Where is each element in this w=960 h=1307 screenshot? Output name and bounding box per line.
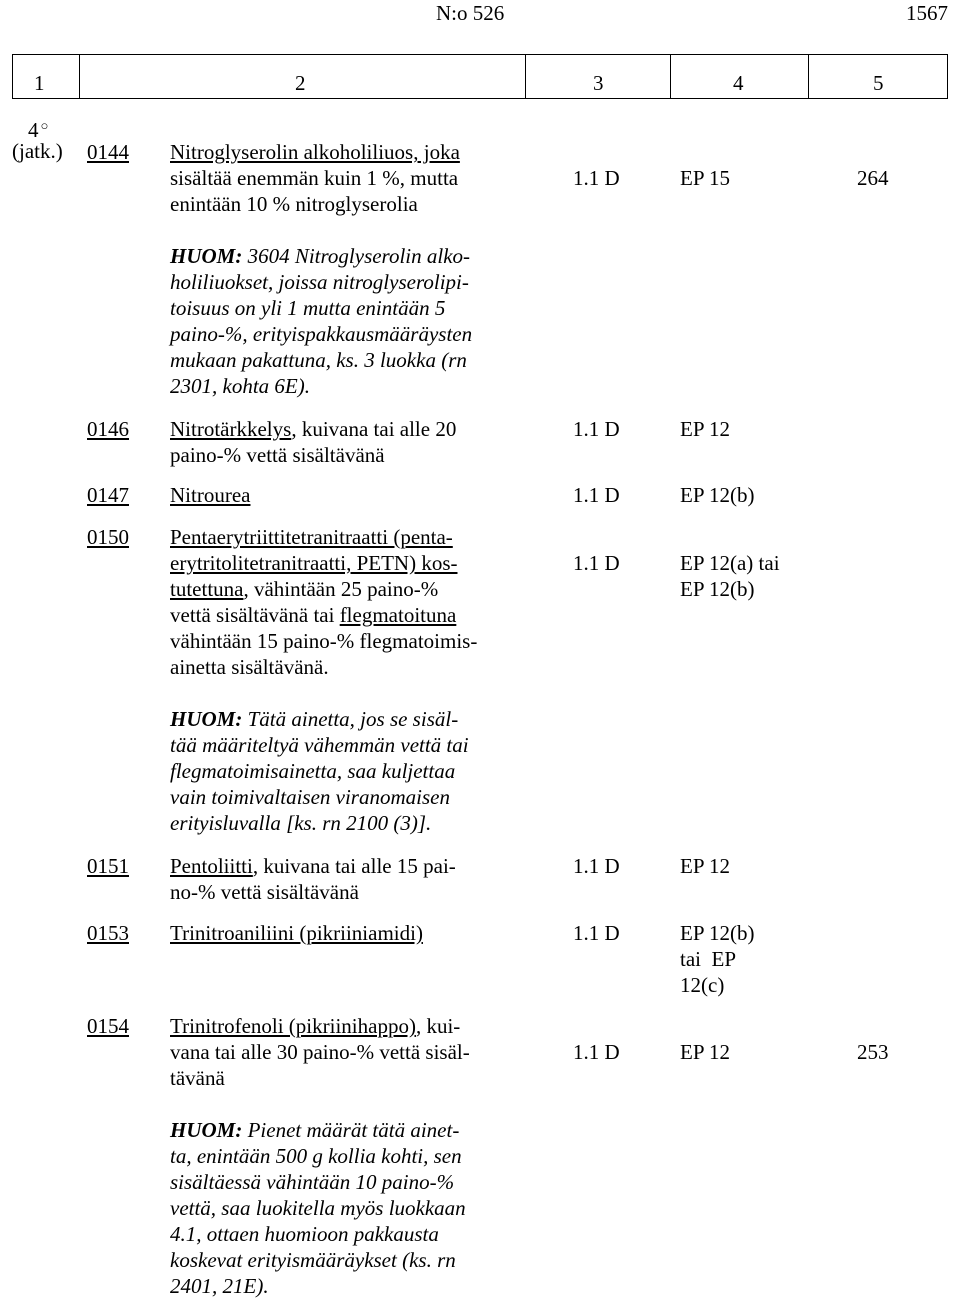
page-number: 1567 [906,1,948,25]
row-class-0150: 1.1 D [573,551,620,575]
row-desc-0150-line4: vettä sisältävänä tai flegmatoituna [170,603,457,627]
note-0150-line4: vain toimivaltaisen viranomaisen [170,785,450,809]
row-packaging-0153-line3: 12(c) [680,973,725,997]
row-packaging-0147: EP 12(b) [680,483,755,507]
header-divider-right [947,54,948,98]
header-divider-2 [525,54,526,98]
row-code-0153: 0153 [87,921,129,945]
note-0144-line1: HUOM: 3604 Nitroglyserolin alko- [170,244,471,268]
note-0150-line1: HUOM: Tätä ainetta, jos se sisäl- [170,707,459,731]
row-packaging-0144: EP 15 [680,166,730,190]
group-number: 4 ○ [28,118,49,142]
row-class-0154: 1.1 D [573,1040,620,1064]
row-desc-0144-line3: enintään 10 % nitroglyserolia [170,192,418,216]
row-code-0147: 0147 [87,483,129,507]
header-divider-3 [670,54,671,98]
row-desc-0154-line1: Trinitrofenoli (pikriinihappo), kui- [170,1014,461,1038]
row-packaging-0154: EP 12 [680,1040,730,1064]
row-code-0146: 0146 [87,417,129,441]
note-0150-line2: tää määriteltyä vähemmän vettä tai [170,733,469,757]
column-header-2: 2 [295,71,306,95]
row-desc-0147: Nitrourea [170,483,251,507]
row-class-0144: 1.1 D [573,166,620,190]
note-0154-line1: HUOM: Pienet määrät tätä ainet- [170,1118,460,1142]
note-0154-line4: vettä, saa luokitella myös luokkaan [170,1196,466,1220]
row-desc-0146-line1: Nitrotärkkelys, kuivana tai alle 20 [170,417,457,441]
document-number: N:o 526 [436,1,505,25]
row-desc-0150-line6: ainetta sisältävänä. [170,655,329,679]
row-code-0151: 0151 [87,854,129,878]
row-class-0146: 1.1 D [573,417,620,441]
row-packaging-0153-line2: tai EP [680,947,736,971]
row-desc-0154-line3: tävänä [170,1066,225,1090]
column-header-3: 3 [593,71,604,95]
row-ref-0154: 253 [857,1040,889,1064]
note-0154-line6: koskevat erityismääräykset (ks. rn [170,1248,456,1272]
row-desc-0150-line5: vähintään 15 paino-% flegmatoimis- [170,629,478,653]
header-divider-left [12,54,13,98]
row-code-0154: 0154 [87,1014,129,1038]
row-packaging-0146: EP 12 [680,417,730,441]
row-desc-0151-line1: Pentoliitti, kuivana tai alle 15 pai- [170,854,456,878]
row-desc-0150-line2: erytritolitetranitraatti, PETN) kos- [170,551,458,575]
row-packaging-0150-line2: EP 12(b) [680,577,755,601]
row-class-0147: 1.1 D [573,483,620,507]
row-desc-0150-line3: tutettuna, vähintään 25 paino-% [170,577,439,601]
note-0144-line6: 2301, kohta 6E). [170,374,310,398]
row-ref-0144: 264 [857,166,889,190]
column-header-4: 4 [733,71,744,95]
note-0154-line2: ta, enintään 500 g kollia kohti, sen [170,1144,462,1168]
note-0150-line3: flegmatoimisainetta, saa kuljettaa [170,759,456,783]
note-0144-line2: holiliuokset, joissa nitroglyserolipi- [170,270,469,294]
row-code-0144: 0144 [87,140,129,164]
note-0150-line5: erityisluvalla [ks. rn 2100 (3)]. [170,811,432,835]
row-packaging-0151: EP 12 [680,854,730,878]
note-0144-line5: mukaan pakattuna, ks. 3 luokka (rn [170,348,467,372]
row-class-0153: 1.1 D [573,921,620,945]
row-desc-0151-line2: no-% vettä sisältävänä [170,880,359,904]
note-0144-line3: toisuus on yli 1 mutta enintään 5 [170,296,446,320]
column-header-5: 5 [873,71,884,95]
header-divider-1 [79,54,80,98]
row-desc-0146-line2: paino-% vettä sisältävänä [170,443,385,467]
row-desc-0150-line1: Pentaerytriittitetranitraatti (penta- [170,525,453,549]
note-0154-line5: 4.1, ottaen huomioon pakkausta [170,1222,439,1246]
row-packaging-0150-line1: EP 12(a) tai [680,551,780,575]
row-class-0151: 1.1 D [573,854,620,878]
note-0154-line7: 2401, 21E). [170,1274,269,1298]
row-packaging-0153-line1: EP 12(b) [680,921,755,945]
row-desc-0144-line2: sisältää enemmän kuin 1 %, mutta [170,166,459,190]
row-desc-0144-line1: Nitroglyserolin alkoholiliuos, joka [170,140,460,164]
row-code-0150: 0150 [87,525,129,549]
header-divider-4 [808,54,809,98]
column-header-1: 1 [34,71,45,95]
header-bottom-rule [12,98,948,99]
row-desc-0153: Trinitroaniliini (pikriiniamidi) [170,921,423,945]
note-0144-line4: paino-%, erityispakkausmääräysten [170,322,473,346]
row-desc-0154-line2: vana tai alle 30 paino-% vettä sisäl- [170,1040,470,1064]
group-continued-label: (jatk.) [12,139,63,163]
note-0154-line3: sisältäessä vähintään 10 paino-% [170,1170,455,1194]
